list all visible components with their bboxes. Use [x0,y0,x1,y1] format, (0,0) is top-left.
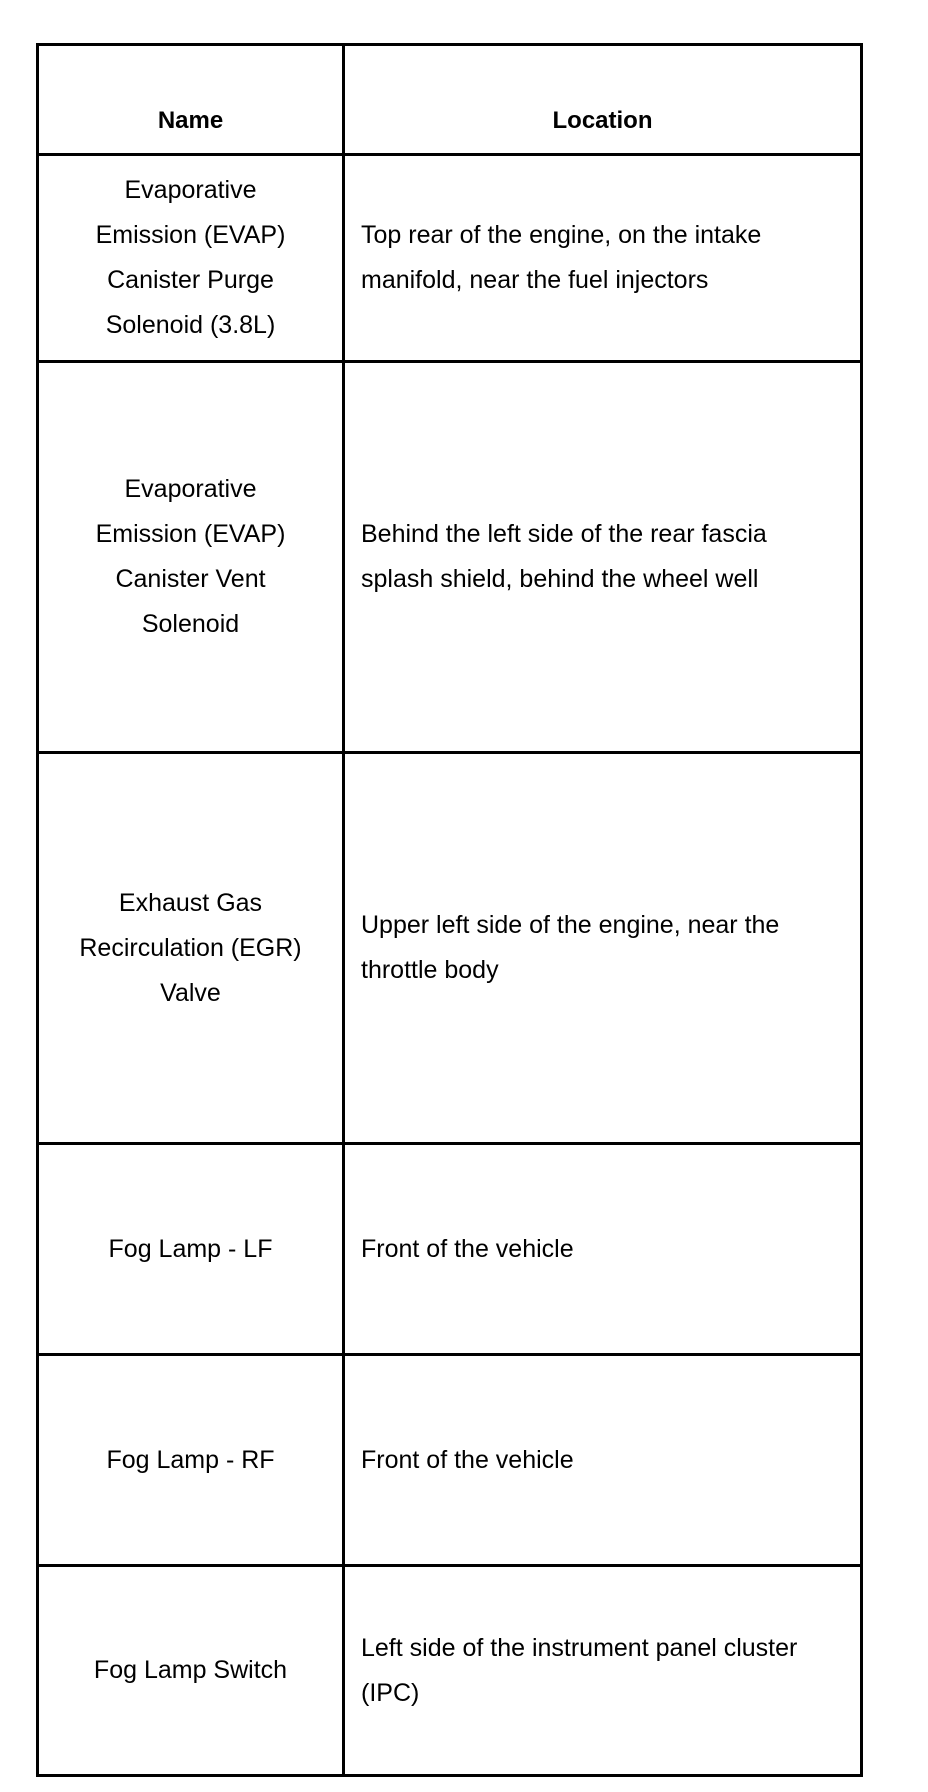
location-text: Front of the vehicle [361,1445,574,1474]
location-text: Left side of the instrument panel cluster (IPC) [361,1633,798,1707]
cell-location [345,363,860,751]
name-text: Evaporative Emission (EVAP) Canister Purge Solenoid (3.8L) [95,176,286,339]
location-text: Upper left side of the engine, near the throttle body [361,911,780,984]
location-text: Behind the left side of the rear fascia splash shield, behind the wheel well [361,520,767,593]
cell-location [345,1145,860,1353]
header-location: Location [552,107,653,134]
location-text: Top rear of the engine, on the intake manifold, near the fuel injectors [361,221,762,294]
location-text: Front of the vehicle [361,1234,574,1263]
table-row [39,1145,860,1356]
cell-location [345,1567,860,1774]
table-row [39,1356,860,1567]
name-text: Fog Lamp Switch [93,1656,288,1684]
table-row [39,363,860,754]
table-row [39,1567,860,1777]
cell-name [39,1145,345,1353]
name-text: Fog Lamp - LF [108,1234,273,1263]
cell-location [345,754,860,1142]
name-text: Evaporative Emission (EVAP) Canister Vent Solenoid [95,475,286,638]
header-name: Name [39,46,345,153]
cell-name [39,363,345,751]
component-location-table [36,43,863,1777]
cell-location [345,156,860,360]
cell-name [39,1356,345,1564]
cell-location [345,1356,860,1564]
table-row [39,156,860,363]
table-header-row [39,46,860,156]
name-text: Exhaust Gas Recirculation (EGR) Valve [79,888,302,1007]
cell-name [39,156,345,360]
name-text: Fog Lamp - RF [106,1445,275,1474]
table-row [39,754,860,1145]
cell-name [39,1567,345,1774]
cell-name [39,754,345,1142]
